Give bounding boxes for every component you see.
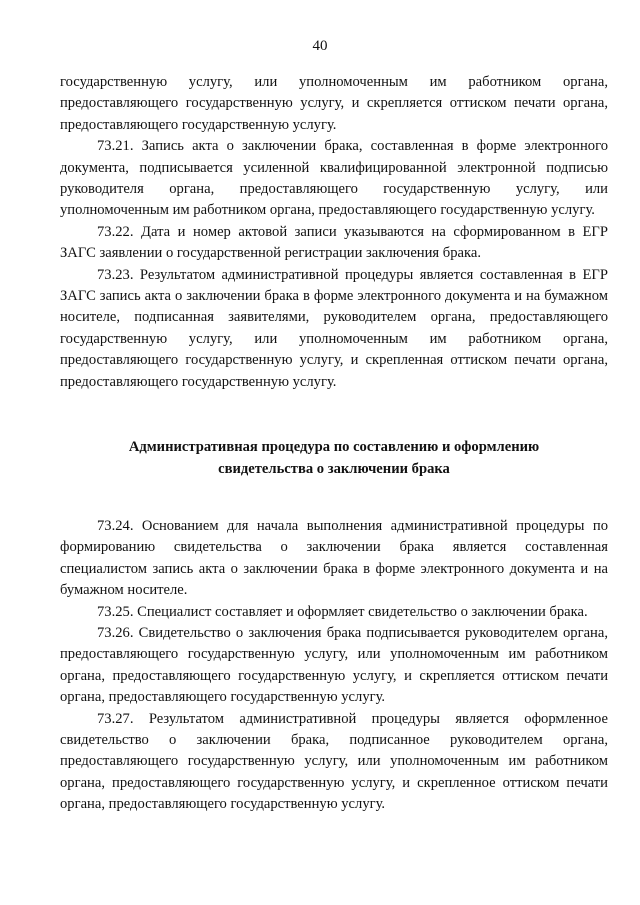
paragraph-73-22: 73.22. Дата и номер актовой записи указываются на сформированном в ЕГР ЗАГС заявлении о государственной регистрации заключения брака.: [60, 223, 608, 262]
section-heading-line-1: Административная процедура по составлению и оформлению: [128, 439, 540, 456]
section-heading: [60, 437, 608, 480]
paragraph-73-25: 73.25. Специалист составляет и оформляет свидетельство о заключении брака.: [97, 603, 588, 620]
paragraph-continuation: государственную услугу, или уполномоченным им работником органа, предоставляющего государственную услугу, и скрепляется оттиском печати органа, предоставляющего государственную услугу.: [60, 74, 608, 133]
page-number: 40: [312, 38, 328, 54]
paragraph-73-23: 73.23. Результатом административной процедуры является составленная в ЕГР ЗАГС запись акта о заключении брака в форме электронного документа и на бумажном носителе, подписанная заявителями, руководителем органа, предоставляющего государственную услугу, или уполномоченным им работником органа, предоставляющего государственную услугу, и скрепленная оттиском печати органа, предоставляющего государственную услугу.: [60, 266, 608, 390]
paragraph-73-21: 73.21. Запись акта о заключении брака, составленная в форме электронного документа, подписывается усиленной квалифицированной электронной подписью руководителя органа, предоставляющего государственную услугу, или уполномоченным им работником органа, предоставляющего государственную услугу.: [60, 138, 608, 219]
section-heading-line-2: свидетельства о заключении брака: [218, 460, 450, 477]
paragraph-73-24: 73.24. Основанием для начала выполнения административной процедуры по формированию свидетельства о заключении брака является составленная специалистом запись акта о заключении брака в форме электронного документа и на бумажном носителе.: [60, 517, 608, 599]
paragraph-73-26: 73.26. Свидетельство о заключения брака подписывается руководителем органа, предоставляющего государственную услугу, или уполномоченным им работником органа, предоставляющего государственную услугу, и скрепляется оттиском печати органа, предоставляющего государственную услугу.: [60, 624, 608, 706]
document-body: [60, 72, 608, 816]
paragraph-73-27: 73.27. Результатом административной процедуры является оформленное свидетельство о заключении брака, подписанное руководителем органа, предоставляющего государственную услугу, или уполномоченным им работником органа, предоставляющего государственную услугу, и скрепленное оттиском печати органа, предоставляющего государственную услугу.: [60, 710, 608, 813]
